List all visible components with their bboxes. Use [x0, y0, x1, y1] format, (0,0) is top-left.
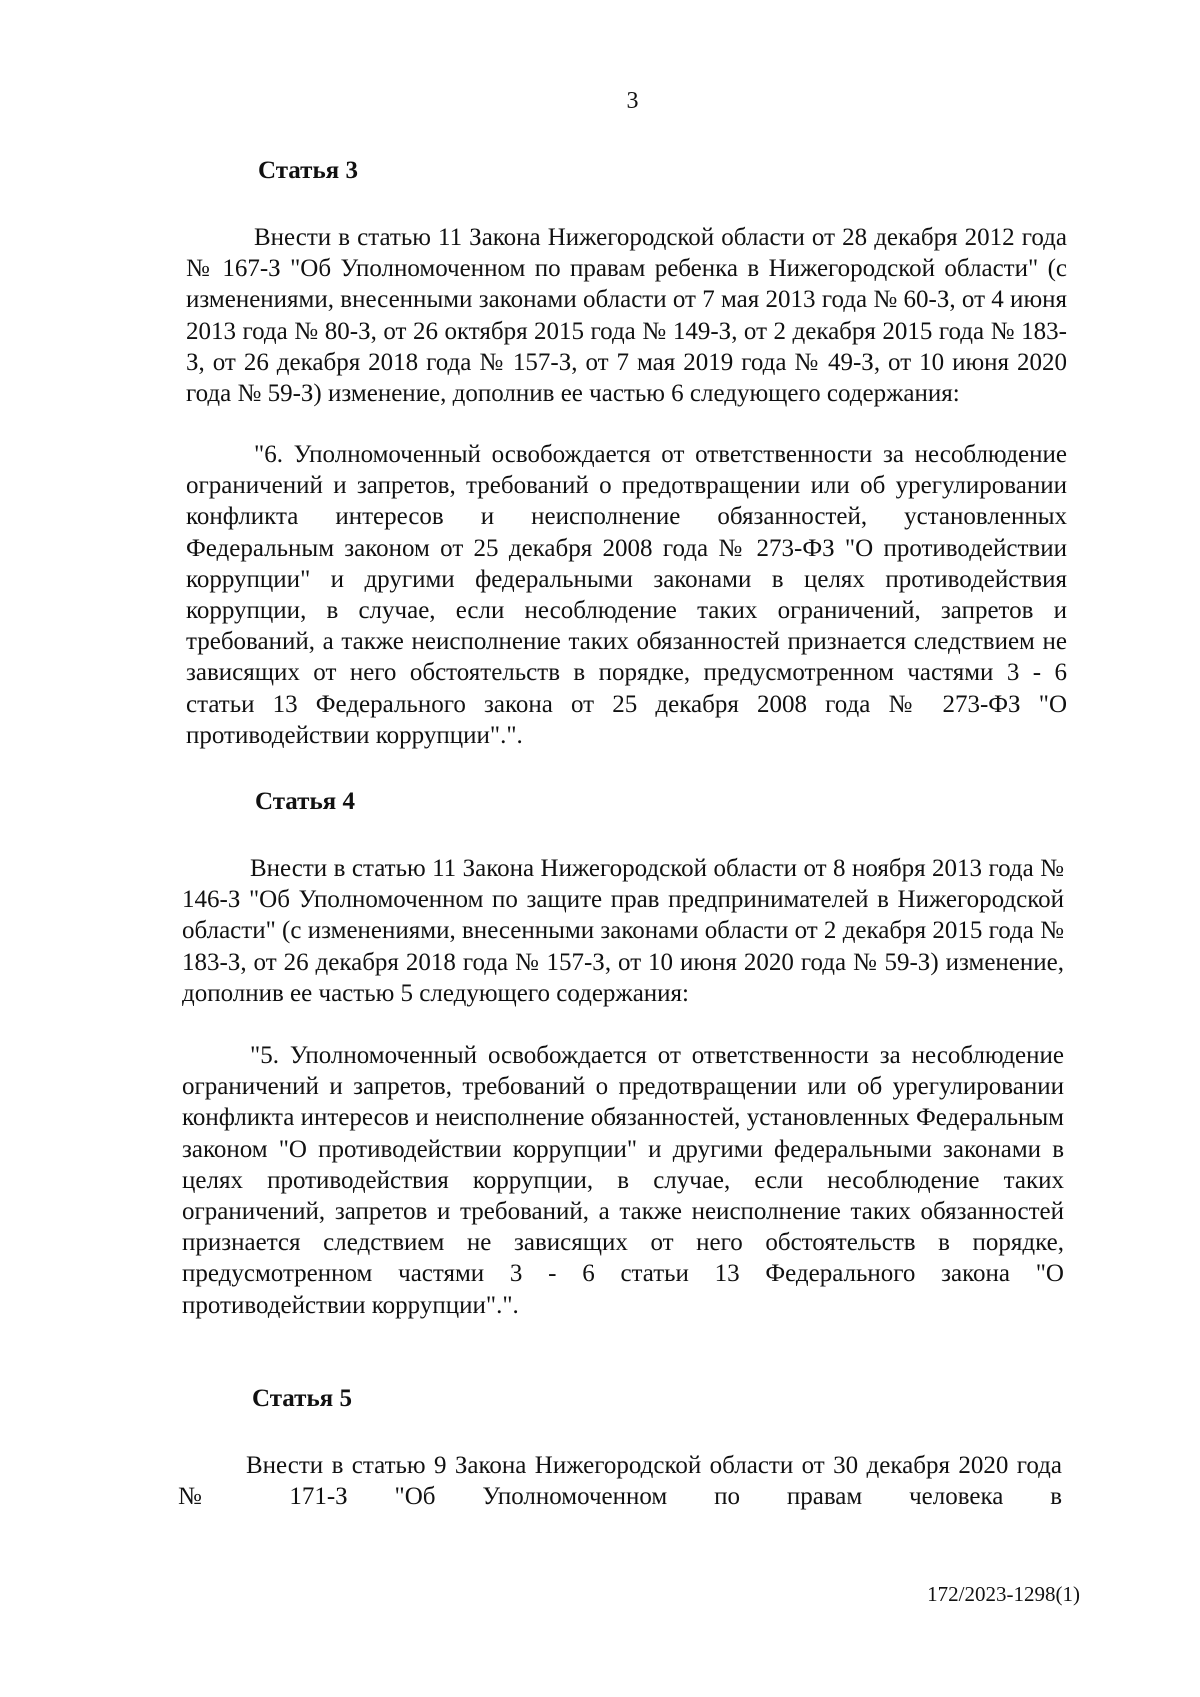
article-4-paragraph-1: Внести в статью 11 Закона Нижегородской области от 8 ноября 2013 года № 146-З "Об Уполномоченном по защите прав предпринимателей в Нижегородской области" (с изменениями, внесенными законами области от 2 декабря 2015 года № 183-З, от 26 декабря 2018 года № 157-З, от 10 июня 2020 года № 59-З) изменение, дополнив ее частью 5 следующего содержания:	[182, 855, 1064, 1007]
article-3-title: Статья 3	[258, 157, 358, 184]
page-number: 3	[626, 88, 639, 114]
article-5-title: Статья 5	[252, 1385, 352, 1412]
article-3-paragraph-1: Внести в статью 11 Закона Нижегородской области от 28 декабря 2012 года № 167-З "Об Уполномоченном по правам ребенка в Нижегородской области" (с изменениями, внесенными законами области от 7 мая 2013 года № 60-З, от 4 июня 2013 года № 80-З, от 26 октября 2015 года № 149-З, от 2 декабря 2015 года № 183-З, от 26 декабря 2018 года № 157-З, от 7 мая 2019 года № 49-З, от 10 июня 2020 года № 59-З) изменение, дополнив ее частью 6 следующего содержания:	[186, 224, 1067, 408]
article-4-title: Статья 4	[255, 788, 355, 815]
article-4-paragraph-2: "5. Уполномоченный освобождается от ответственности за несоблюдение ограничений и запретов, требований о предотвращении или об урегулировании конфликта интересов и неисполнение обязанностей, установленных Федеральным законом "О противодействии коррупции" и другими федеральными законами в целях противодействия коррупции, в случае, если несоблюдение таких ограничений, запретов и требований, а также неисполнение таких обязанностей признается следствием не зависящих от него обстоятельств в порядке, предусмотренном частями 3 - 6 статьи 13 Федерального закона "О противодействии коррупции".".	[182, 1042, 1064, 1319]
document-number: 172/2023-1298(1)	[927, 1582, 1080, 1606]
article-5-paragraph-1: Внести в статью 9 Закона Нижегородской области от 30 декабря 2020 года № 171-З "Об Уполномоченном по правам человека в	[178, 1452, 1062, 1511]
article-3-paragraph-2: "6. Уполномоченный освобождается от ответственности за несоблюдение ограничений и запретов, требований о предотвращении или об урегулировании конфликта интересов и неисполнение обязанностей, установленных Федеральным законом от 25 декабря 2008 года № 273-ФЗ "О противодействии коррупции" и другими федеральными законами в целях противодействия коррупции, в случае, если несоблюдение таких ограничений, запретов и требований, а также неисполнение таких обязанностей признается следствием не зависящих от него обстоятельств в порядке, предусмотренном частями 3 - 6 статьи 13 Федерального закона от 25 декабря 2008 года № 273-ФЗ "О противодействии коррупции".".	[186, 441, 1067, 749]
